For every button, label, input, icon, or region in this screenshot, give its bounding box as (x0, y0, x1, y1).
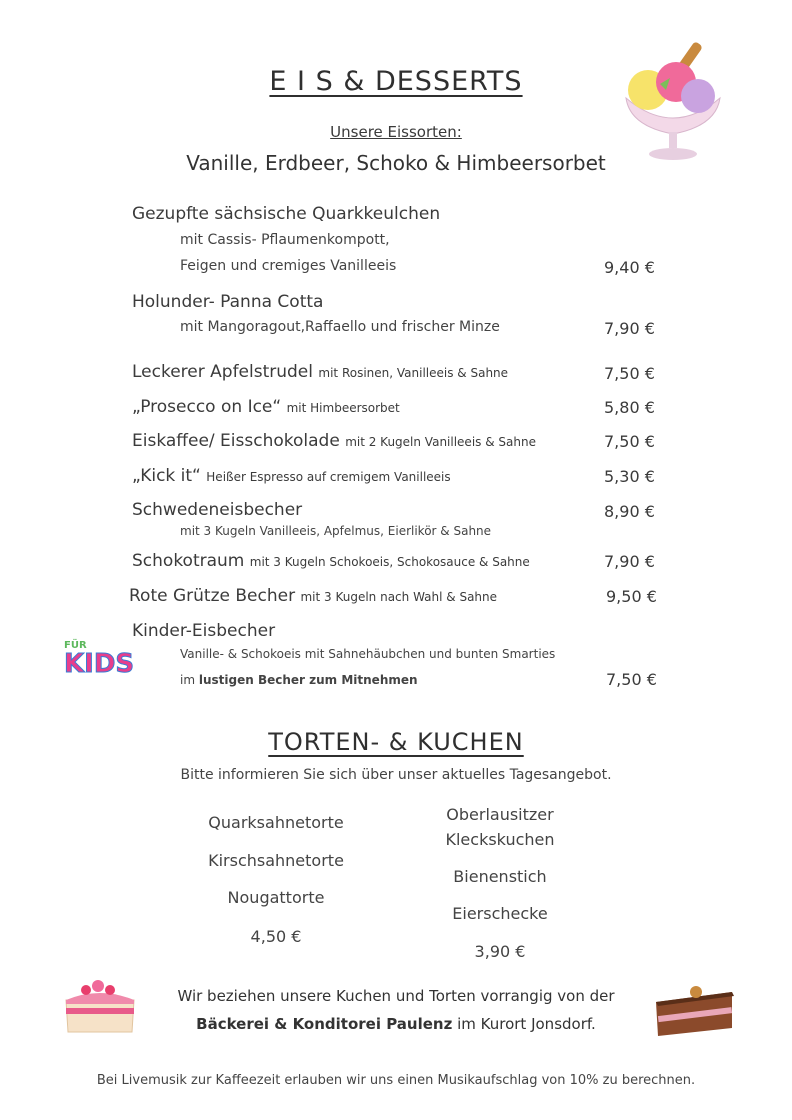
item-apfelstrudel-desc: mit Rosinen, Vanilleeis & Sahne (318, 366, 509, 380)
item-eiskaffee (132, 431, 536, 451)
cake-right-price: 3,90 € (474, 942, 526, 961)
item-quarkkeulchen-desc2: Feigen und cremiges Vanilleeis (180, 258, 397, 274)
item-schokotraum-price: 7,90 € (604, 552, 655, 571)
supplier-location: im Kurort Jonsdorf. (457, 1015, 596, 1033)
item-kinder-eisbecher-desc: Vanille- & Schokoeis mit Sahnehäubchen und bunten Smarties (180, 647, 556, 661)
item-prosecco-name: „Prosecco on Ice“ (132, 397, 282, 417)
item-schokotraum-desc: mit 3 Kugeln Schokoeis, Schokosauce & Sahne (249, 555, 530, 569)
item-panna-cotta-price: 7,90 € (604, 319, 655, 338)
item-kinder-eisbecher-price: 7,50 € (606, 670, 657, 689)
item-eiskaffee-desc: mit 2 Kugeln Vanilleeis & Sahne (345, 435, 536, 449)
item-apfelstrudel (132, 362, 508, 382)
item-schokotraum-name: Schokotraum (132, 551, 245, 571)
item-prosecco-desc: mit Himbeersorbet (286, 401, 400, 415)
page-title: E I S & DESSERTS (269, 66, 523, 97)
cake-left-1: Quarksahnetorte (208, 813, 344, 832)
cakes-note: Bitte informieren Sie sich über unser aktuelles Tagesangebot. (180, 767, 612, 783)
item-kick-it-price: 5,30 € (604, 467, 655, 486)
item-prosecco (132, 397, 400, 417)
bakery-name: Bäckerei & Konditorei Paulenz (196, 1015, 453, 1033)
item-apfelstrudel-price: 7,50 € (604, 364, 655, 383)
cakes-title: TORTEN- & KUCHEN (268, 728, 524, 756)
kids-logo-word: KIDS (64, 649, 135, 679)
item-quarkkeulchen-desc1: mit Cassis- Pflaumenkompott, (180, 232, 390, 248)
supplier-line1: Wir beziehen unsere Kuchen und Torten vorrangig von der (177, 987, 615, 1005)
item-panna-cotta-name: Holunder- Panna Cotta (132, 292, 324, 312)
item-kick-it-desc: Heißer Espresso auf cremigem Vanilleeis (206, 470, 451, 484)
cake-right-2: Bienenstich (453, 867, 547, 886)
glass-base-icon (649, 148, 697, 160)
item-schokotraum (132, 551, 530, 571)
cake-left-price: 4,50 € (250, 927, 302, 946)
item-schwedeneisbecher-desc: mit 3 Kugeln Vanilleeis, Apfelmus, Eierlikör & Sahne (180, 524, 492, 538)
kids-logo (64, 640, 144, 690)
item-schwedeneisbecher-price: 8,90 € (604, 502, 655, 521)
flavours-label: Unsere Eissorten: (330, 123, 462, 141)
item-quarkkeulchen-price: 9,40 € (604, 258, 655, 277)
item-eiskaffee-price: 7,50 € (604, 432, 655, 451)
cake-right-1b: Kleckskuchen (445, 830, 555, 849)
supplier-line2 (0, 1015, 792, 1033)
item-kinder-eisbecher-bold: lustigen Becher zum Mitnehmen (198, 673, 418, 687)
cake-left-3: Nougattorte (227, 888, 325, 907)
item-schwedeneisbecher-name: Schwedeneisbecher (132, 500, 303, 520)
item-rote-gruetze-price: 9,50 € (606, 587, 657, 606)
item-prosecco-price: 5,80 € (604, 398, 655, 417)
item-panna-cotta-desc: mit Mangoragout,Raffaello und frischer Minze (180, 319, 500, 335)
scoop-purple-icon (681, 79, 715, 113)
item-kick-it-name: „Kick it“ (132, 466, 201, 486)
cake-left-2: Kirschsahnetorte (208, 851, 344, 870)
glass-stem-icon (669, 132, 677, 148)
item-kinder-eisbecher-desc2 (180, 673, 418, 687)
item-apfelstrudel-name: Leckerer Apfelstrudel (132, 362, 313, 382)
ice-cream-sundae-illustration (618, 38, 728, 166)
item-kick-it (132, 466, 451, 486)
item-kinder-eisbecher-name: Kinder-Eisbecher (132, 621, 276, 641)
item-eiskaffee-name: Eiskaffee/ Eisschokolade (132, 431, 340, 451)
item-quarkkeulchen-name: Gezupfte sächsische Quarkkeulchen (132, 204, 441, 224)
footer-note: Bei Livemusik zur Kaffeezeit erlauben wir uns einen Musikaufschlag von 10% zu berechnen. (96, 1073, 696, 1088)
kids-logo-top: FÜR (64, 640, 87, 651)
flavours-list: Vanille, Erdbeer, Schoko & Himbeersorbet (186, 151, 606, 175)
item-rote-gruetze-desc: mit 3 Kugeln nach Wahl & Sahne (300, 590, 498, 604)
item-rote-gruetze-name: Rote Grütze Becher (129, 586, 296, 606)
cake-right-3: Eierschecke (452, 904, 548, 923)
item-rote-gruetze (129, 586, 497, 606)
cake-right-1a: Oberlausitzer (446, 805, 554, 824)
item-kinder-eisbecher-prefix: im (180, 673, 196, 687)
